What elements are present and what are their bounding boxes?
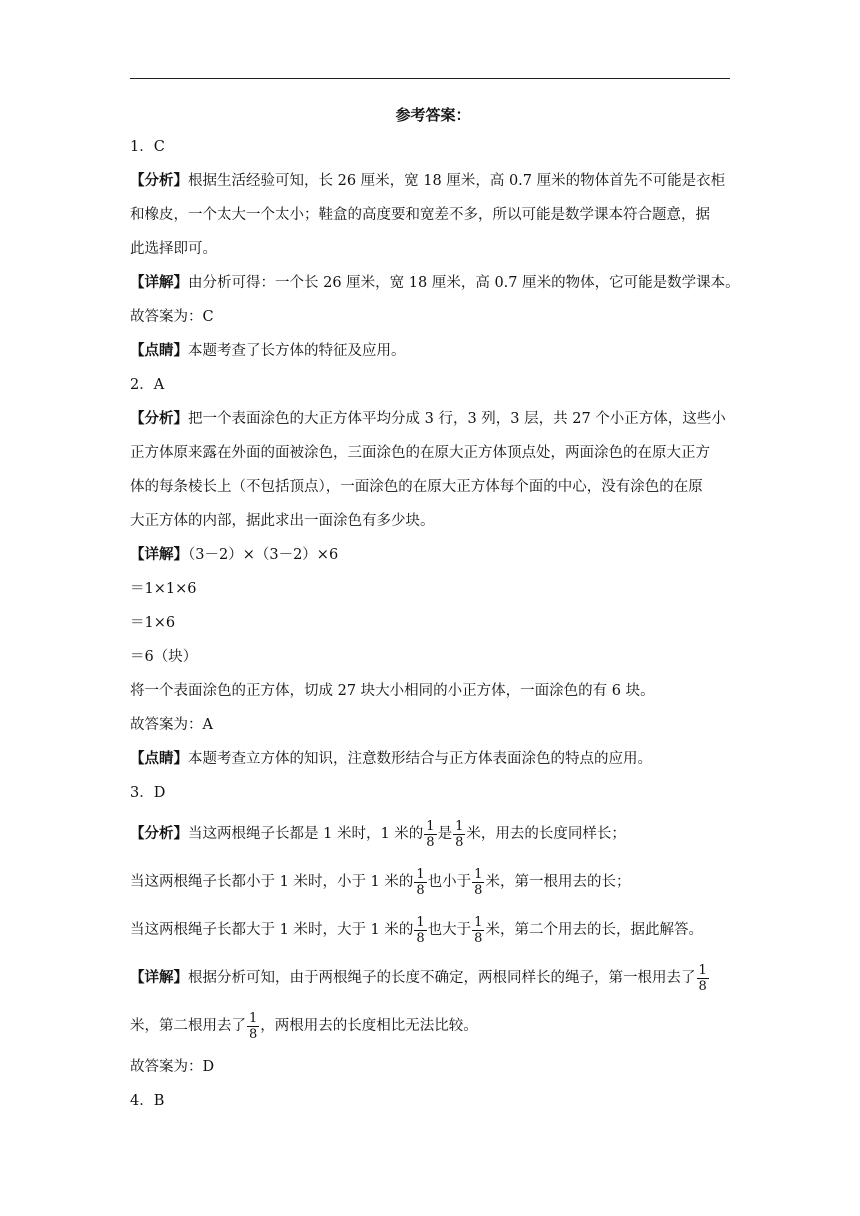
q2-detail-line-5: 将一个表面涂色的正方体，切成 27 块大小相同的小正方体，一面涂色的有 6 块。	[130, 683, 655, 699]
q3-d1-text-1: 根据分析可知，由于两根绳子的长度不确定，两根同样长的绳子，第一根用去了	[188, 970, 696, 986]
fraction-denominator: 8	[416, 882, 425, 898]
fraction-one-eighth	[424, 819, 436, 850]
q3-d2-text-1: 米，第二根用去了	[130, 1018, 246, 1034]
q3-a3-text-1: 当这两根绳子长都大于 1 米时，大于 1 米的	[130, 922, 414, 938]
q3-answer: 3．D	[130, 785, 166, 801]
q1-detail-text-1: 由分析可得：一个长 26 厘米，宽 18 厘米，高 0.7 厘米的物体，它可能是数学课本。	[188, 275, 740, 291]
q2-analysis-line-4: 大正方体的内部，据此求出一面涂色有多少块。	[130, 513, 435, 529]
q2-detail-line-4: ＝6（块）	[130, 649, 198, 665]
fraction-denominator: 8	[416, 930, 425, 946]
q1-analysis-line-1	[130, 164, 736, 198]
point-label: 【点睛】	[130, 342, 188, 359]
q2-analysis-line-3: 体的每条棱长上（不包括顶点），一面涂色的在原大正方体每个面的中心，没有涂色的在原	[130, 479, 703, 495]
q2-detail-text-1: （3－2）×（3－2）×6	[188, 547, 339, 563]
q1-analysis-text-1: 根据生活经验可知，长 26 厘米，宽 18 厘米，高 0.7 厘米的物体首先不可能是衣柜	[188, 173, 726, 189]
point-label: 【点睛】	[130, 750, 188, 767]
fraction-denominator: 8	[455, 834, 464, 850]
q2-analysis-line-2: 正方体原来露在外面的面被涂色，三面涂色的在原大正方体顶点处，两面涂色的在原大正方	[130, 445, 710, 461]
page-title: 参考答案：	[395, 106, 471, 124]
fraction-denominator: 8	[474, 882, 483, 898]
fraction-denominator: 8	[249, 1026, 258, 1042]
q1-answer: 1．C	[130, 139, 165, 155]
q3-a3-text-2: 也大于	[427, 922, 472, 938]
fraction-one-eighth	[472, 915, 484, 946]
q4-answer: 4．B	[130, 1093, 165, 1109]
fraction-numerator: 1	[455, 818, 464, 834]
analysis-label: 【分析】	[130, 172, 188, 189]
answer-page	[130, 100, 740, 1118]
fraction-one-eighth	[472, 867, 484, 898]
fraction-one-eighth	[414, 867, 426, 898]
fraction-one-eighth	[697, 963, 709, 994]
q3-detail-line-2	[130, 1002, 736, 1050]
q3-a2-text-3: 米，第一根用去的长；	[485, 874, 631, 890]
fraction-denominator: 8	[426, 834, 435, 850]
fraction-numerator: 1	[698, 962, 707, 978]
q3-analysis-line-2	[130, 858, 736, 906]
analysis-label: 【分析】	[130, 410, 188, 427]
q1-analysis-line-3: 此选择即可。	[130, 241, 217, 257]
fraction-numerator: 1	[249, 1010, 258, 1026]
q2-final-answer: 故答案为：A	[130, 717, 213, 733]
detail-label: 【详解】	[130, 274, 188, 291]
fraction-one-eighth	[247, 1011, 259, 1042]
q3-analysis-line-3	[130, 906, 736, 954]
q3-d2-text-2: ，两根用去的长度相比无法比较。	[260, 1018, 478, 1034]
q3-a2-text-2: 也小于	[427, 874, 472, 890]
fraction-denominator: 8	[698, 978, 707, 994]
q1-final-answer: 故答案为：C	[130, 309, 214, 325]
q3-a1-text-2: 是	[437, 826, 453, 842]
q3-final-answer: 故答案为：D	[130, 1059, 215, 1075]
fraction-numerator: 1	[426, 818, 435, 834]
fraction-numerator: 1	[416, 866, 425, 882]
q2-analysis-text-1: 把一个表面涂色的大正方体平均分成 3 行，3 列，3 层，共 27 个小正方体，这些小	[188, 411, 726, 427]
q2-point-line	[130, 742, 736, 776]
q2-analysis-line-1	[130, 402, 736, 436]
q2-detail-line-2: ＝1×1×6	[130, 581, 197, 597]
fraction-one-eighth	[414, 915, 426, 946]
q2-point-text: 本题考查立方体的知识，注意数形结合与正方体表面涂色的特点的应用。	[188, 751, 652, 767]
q2-detail-line-3: ＝1×6	[130, 615, 176, 631]
q1-analysis-line-2: 和橡皮，一个太大一个太小；鞋盒的高度要和宽差不多，所以可能是数学课本符合题意，据	[130, 207, 710, 223]
q3-a2-text-1: 当这两根绳子长都小于 1 米时，小于 1 米的	[130, 874, 414, 890]
analysis-label: 【分析】	[130, 825, 188, 842]
q3-a1-text-1: 当这两根绳子长都是 1 米时，1 米的	[188, 826, 424, 842]
q1-detail-line-1	[130, 266, 740, 300]
q3-a1-text-3: 米，用去的长度同样长；	[466, 826, 626, 842]
detail-label: 【详解】	[130, 546, 188, 563]
detail-label: 【详解】	[130, 969, 188, 986]
q3-a3-text-3: 米，第二个用去的长，据此解答。	[485, 922, 703, 938]
header-rule	[130, 78, 730, 79]
q1-point-text: 本题考查了长方体的特征及应用。	[188, 343, 406, 359]
fraction-numerator: 1	[474, 914, 483, 930]
q2-answer: 2．A	[130, 377, 165, 393]
fraction-denominator: 8	[474, 930, 483, 946]
fraction-numerator: 1	[474, 866, 483, 882]
q3-detail-line-1	[130, 954, 736, 1002]
q2-detail-line-1	[130, 538, 736, 572]
fraction-numerator: 1	[416, 914, 425, 930]
fraction-one-eighth	[453, 819, 465, 850]
q3-analysis-line-1	[130, 810, 736, 858]
q1-point-line	[130, 334, 736, 368]
